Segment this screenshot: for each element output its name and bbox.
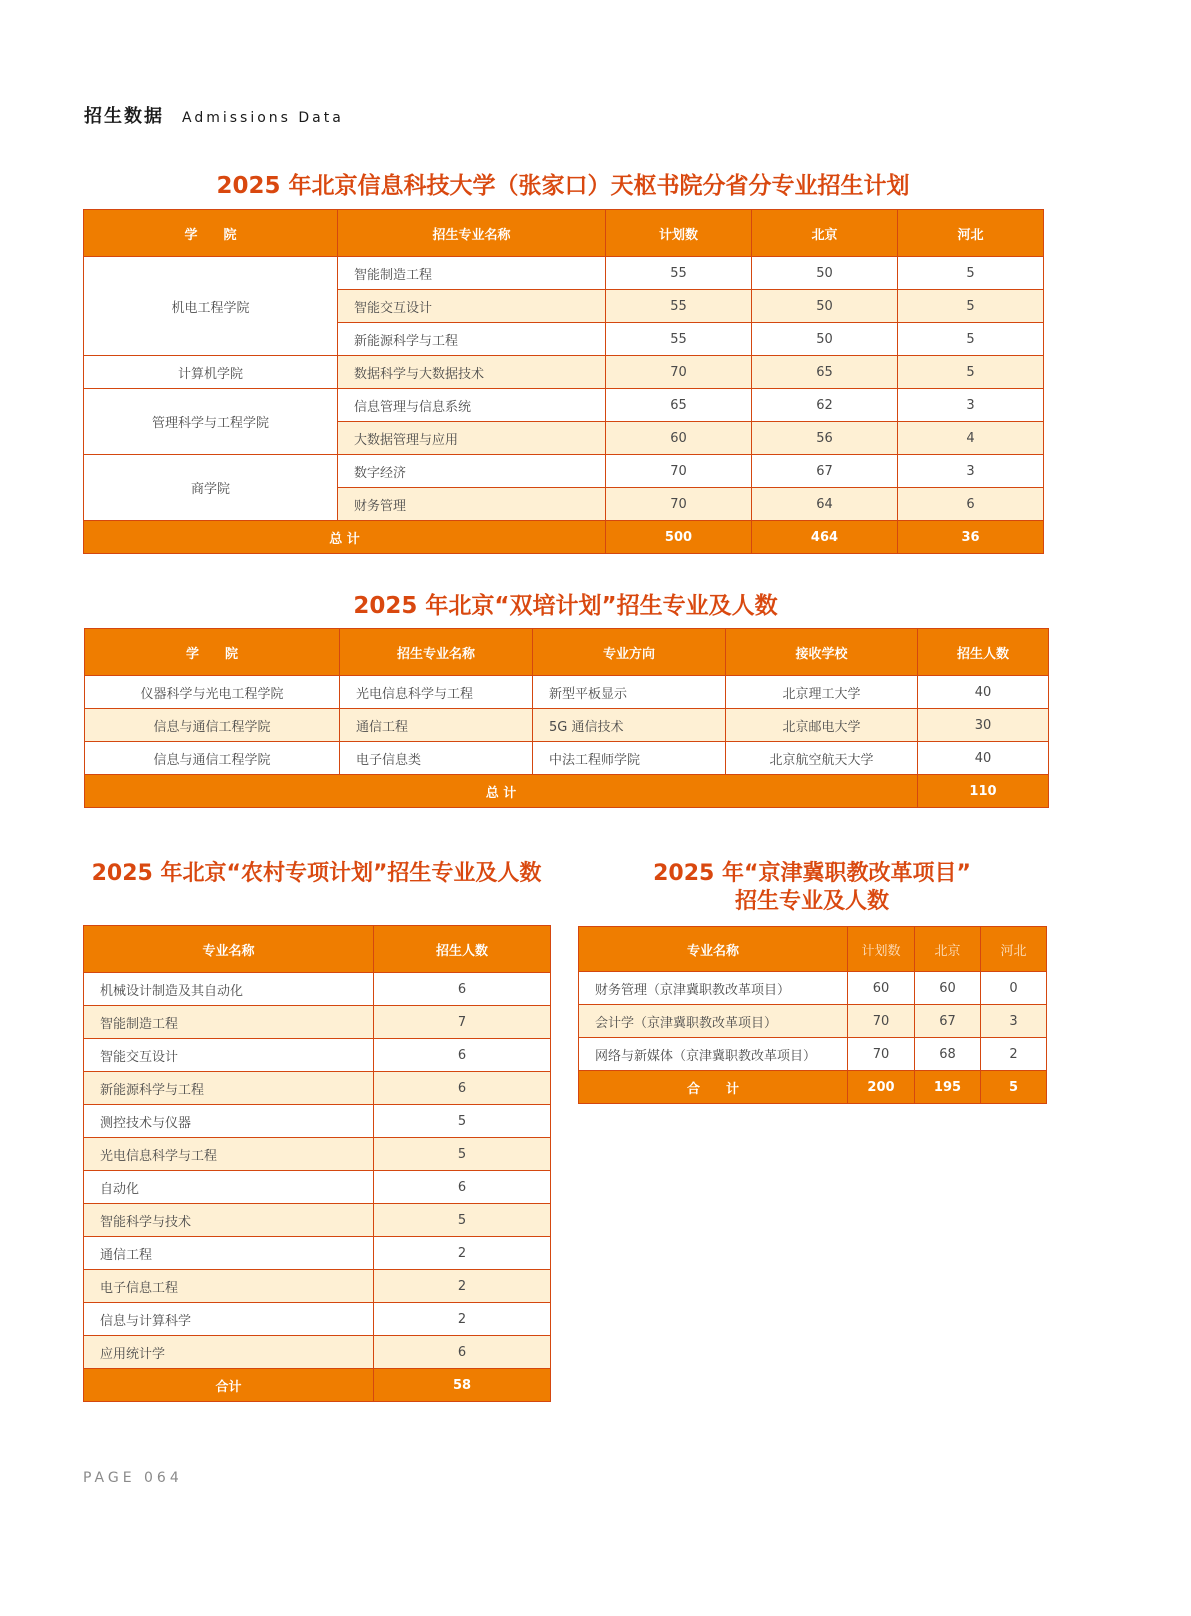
hebei-cell: 3 xyxy=(981,1005,1047,1038)
col-header-count: 招生人数 xyxy=(374,926,551,973)
plan-cell: 55 xyxy=(606,257,752,290)
beijing-cell: 50 xyxy=(752,257,898,290)
major-cell: 测控技术与仪器 xyxy=(84,1105,374,1138)
col-header-hebei: 河北 xyxy=(898,210,1044,257)
major-cell: 数字经济 xyxy=(338,455,606,488)
col-header-beijing: 北京 xyxy=(915,927,981,972)
count-cell: 6 xyxy=(374,1336,551,1369)
table-total-row xyxy=(579,1071,1047,1104)
total-beijing: 195 xyxy=(915,1071,981,1104)
college-cell: 机电工程学院 xyxy=(84,257,338,356)
table-total-row xyxy=(85,775,1049,808)
direction-cell: 新型平板显示 xyxy=(533,676,726,709)
college-cell: 信息与通信工程学院 xyxy=(85,709,340,742)
major-cell: 大数据管理与应用 xyxy=(338,422,606,455)
table-row xyxy=(579,1038,1047,1071)
table1-zhangjiakou-plan xyxy=(83,209,1044,554)
table-row xyxy=(84,973,551,1006)
table-row xyxy=(84,1039,551,1072)
col-header-school: 接收学校 xyxy=(726,629,918,676)
col-header-direction: 专业方向 xyxy=(533,629,726,676)
major-cell: 电子信息类 xyxy=(340,742,533,775)
page-number: PAGE 064 xyxy=(83,1470,183,1486)
count-cell: 30 xyxy=(918,709,1049,742)
college-cell: 商学院 xyxy=(84,455,338,521)
table-total-row xyxy=(84,1369,551,1402)
count-cell: 6 xyxy=(374,973,551,1006)
table-header-row xyxy=(84,926,551,973)
major-cell: 应用统计学 xyxy=(84,1336,374,1369)
total-count: 58 xyxy=(374,1369,551,1402)
table-row xyxy=(84,455,1044,488)
col-header-hebei: 河北 xyxy=(981,927,1047,972)
count-cell: 5 xyxy=(374,1105,551,1138)
table-row xyxy=(84,1237,551,1270)
col-header-plan: 计划数 xyxy=(606,210,752,257)
count-cell: 5 xyxy=(374,1204,551,1237)
total-beijing: 464 xyxy=(752,521,898,554)
major-cell: 财务管理（京津冀职教改革项目） xyxy=(579,972,848,1005)
plan-cell: 60 xyxy=(848,972,915,1005)
table-row xyxy=(85,676,1049,709)
college-cell: 计算机学院 xyxy=(84,356,338,389)
beijing-cell: 60 xyxy=(915,972,981,1005)
table4-title-line1: 2025 年“京津冀职教改革项目” xyxy=(653,861,971,886)
table4-title xyxy=(578,860,1046,915)
major-cell: 信息与计算科学 xyxy=(84,1303,374,1336)
table3-rural-plan xyxy=(83,925,551,1402)
table1-title: 2025 年北京信息科技大学（张家口）天枢书院分省分专业招生计划 xyxy=(216,173,910,199)
table4-jingjinji-plan xyxy=(578,926,1047,1104)
col-header-plan: 计划数 xyxy=(848,927,915,972)
major-cell: 财务管理 xyxy=(338,488,606,521)
hebei-cell: 3 xyxy=(898,455,1044,488)
major-cell: 新能源科学与工程 xyxy=(338,323,606,356)
table3-title: 2025 年北京“农村专项计划”招生专业及人数 xyxy=(91,861,542,886)
col-header-major: 专业名称 xyxy=(84,926,374,973)
major-cell: 通信工程 xyxy=(84,1237,374,1270)
table-row xyxy=(84,1336,551,1369)
total-hebei: 5 xyxy=(981,1071,1047,1104)
major-cell: 光电信息科学与工程 xyxy=(340,676,533,709)
table4-title-line2: 招生专业及人数 xyxy=(734,888,889,914)
major-cell: 智能交互设计 xyxy=(338,290,606,323)
major-cell: 智能科学与技术 xyxy=(84,1204,374,1237)
plan-cell: 70 xyxy=(848,1038,915,1071)
table-row xyxy=(84,1072,551,1105)
table-row xyxy=(84,1006,551,1039)
hebei-cell: 2 xyxy=(981,1038,1047,1071)
direction-cell: 中法工程师学院 xyxy=(533,742,726,775)
hebei-cell: 5 xyxy=(898,290,1044,323)
count-cell: 6 xyxy=(374,1072,551,1105)
beijing-cell: 56 xyxy=(752,422,898,455)
table-row xyxy=(579,1005,1047,1038)
count-cell: 40 xyxy=(918,676,1049,709)
plan-cell: 70 xyxy=(606,356,752,389)
table2-title: 2025 年北京“双培计划”招生专业及人数 xyxy=(353,593,778,619)
college-cell: 管理科学与工程学院 xyxy=(84,389,338,455)
col-header-major: 招生专业名称 xyxy=(338,210,606,257)
hebei-cell: 0 xyxy=(981,972,1047,1005)
major-cell: 智能制造工程 xyxy=(84,1006,374,1039)
plan-cell: 55 xyxy=(606,290,752,323)
major-cell: 网络与新媒体（京津冀职教改革项目） xyxy=(579,1038,848,1071)
hebei-cell: 4 xyxy=(898,422,1044,455)
major-cell: 电子信息工程 xyxy=(84,1270,374,1303)
table-row xyxy=(84,389,1044,422)
section-title-cn: 招生数据 xyxy=(84,106,164,127)
beijing-cell: 67 xyxy=(915,1005,981,1038)
beijing-cell: 50 xyxy=(752,323,898,356)
count-cell: 7 xyxy=(374,1006,551,1039)
major-cell: 通信工程 xyxy=(340,709,533,742)
hebei-cell: 5 xyxy=(898,356,1044,389)
school-cell: 北京航空航天大学 xyxy=(726,742,918,775)
table-row xyxy=(84,1171,551,1204)
table-row xyxy=(84,1303,551,1336)
count-cell: 6 xyxy=(374,1171,551,1204)
table-row xyxy=(84,1204,551,1237)
hebei-cell: 6 xyxy=(898,488,1044,521)
beijing-cell: 64 xyxy=(752,488,898,521)
major-cell: 数据科学与大数据技术 xyxy=(338,356,606,389)
total-label: 合 计 xyxy=(579,1071,848,1104)
col-header-count: 招生人数 xyxy=(918,629,1049,676)
major-cell: 智能制造工程 xyxy=(338,257,606,290)
table-row xyxy=(85,742,1049,775)
table-row xyxy=(84,356,1044,389)
beijing-cell: 50 xyxy=(752,290,898,323)
plan-cell: 70 xyxy=(606,455,752,488)
table-row xyxy=(84,1105,551,1138)
table-header-row xyxy=(85,629,1049,676)
col-header-major: 招生专业名称 xyxy=(340,629,533,676)
college-cell: 仪器科学与光电工程学院 xyxy=(85,676,340,709)
col-header-college: 学 院 xyxy=(84,210,338,257)
plan-cell: 60 xyxy=(606,422,752,455)
plan-cell: 65 xyxy=(606,389,752,422)
total-hebei: 36 xyxy=(898,521,1044,554)
major-cell: 机械设计制造及其自动化 xyxy=(84,973,374,1006)
total-plan: 500 xyxy=(606,521,752,554)
school-cell: 北京理工大学 xyxy=(726,676,918,709)
college-cell: 信息与通信工程学院 xyxy=(85,742,340,775)
table-row xyxy=(85,709,1049,742)
count-cell: 2 xyxy=(374,1303,551,1336)
table-row xyxy=(579,972,1047,1005)
plan-cell: 70 xyxy=(848,1005,915,1038)
beijing-cell: 67 xyxy=(752,455,898,488)
count-cell: 5 xyxy=(374,1138,551,1171)
plan-cell: 55 xyxy=(606,323,752,356)
section-title-en: Admissions Data xyxy=(182,110,344,126)
col-header-college: 学 院 xyxy=(85,629,340,676)
table2-shuangpei-plan xyxy=(84,628,1049,808)
hebei-cell: 3 xyxy=(898,389,1044,422)
col-header-major: 专业名称 xyxy=(579,927,848,972)
table-row xyxy=(84,1138,551,1171)
hebei-cell: 5 xyxy=(898,323,1044,356)
table-header-row xyxy=(579,927,1047,972)
count-cell: 2 xyxy=(374,1237,551,1270)
count-cell: 2 xyxy=(374,1270,551,1303)
major-cell: 信息管理与信息系统 xyxy=(338,389,606,422)
count-cell: 6 xyxy=(374,1039,551,1072)
major-cell: 会计学（京津冀职教改革项目） xyxy=(579,1005,848,1038)
page-header xyxy=(84,102,344,128)
total-label: 总 计 xyxy=(85,775,918,808)
count-cell: 40 xyxy=(918,742,1049,775)
plan-cell: 70 xyxy=(606,488,752,521)
hebei-cell: 5 xyxy=(898,257,1044,290)
table-header-row xyxy=(84,210,1044,257)
col-header-beijing: 北京 xyxy=(752,210,898,257)
direction-cell: 5G 通信技术 xyxy=(533,709,726,742)
table-row xyxy=(84,1270,551,1303)
major-cell: 光电信息科学与工程 xyxy=(84,1138,374,1171)
beijing-cell: 68 xyxy=(915,1038,981,1071)
total-label: 合计 xyxy=(84,1369,374,1402)
table-total-row xyxy=(84,521,1044,554)
total-plan: 200 xyxy=(848,1071,915,1104)
major-cell: 新能源科学与工程 xyxy=(84,1072,374,1105)
major-cell: 智能交互设计 xyxy=(84,1039,374,1072)
total-label: 总 计 xyxy=(84,521,606,554)
total-count: 110 xyxy=(918,775,1049,808)
beijing-cell: 62 xyxy=(752,389,898,422)
school-cell: 北京邮电大学 xyxy=(726,709,918,742)
major-cell: 自动化 xyxy=(84,1171,374,1204)
beijing-cell: 65 xyxy=(752,356,898,389)
table-row xyxy=(84,257,1044,290)
